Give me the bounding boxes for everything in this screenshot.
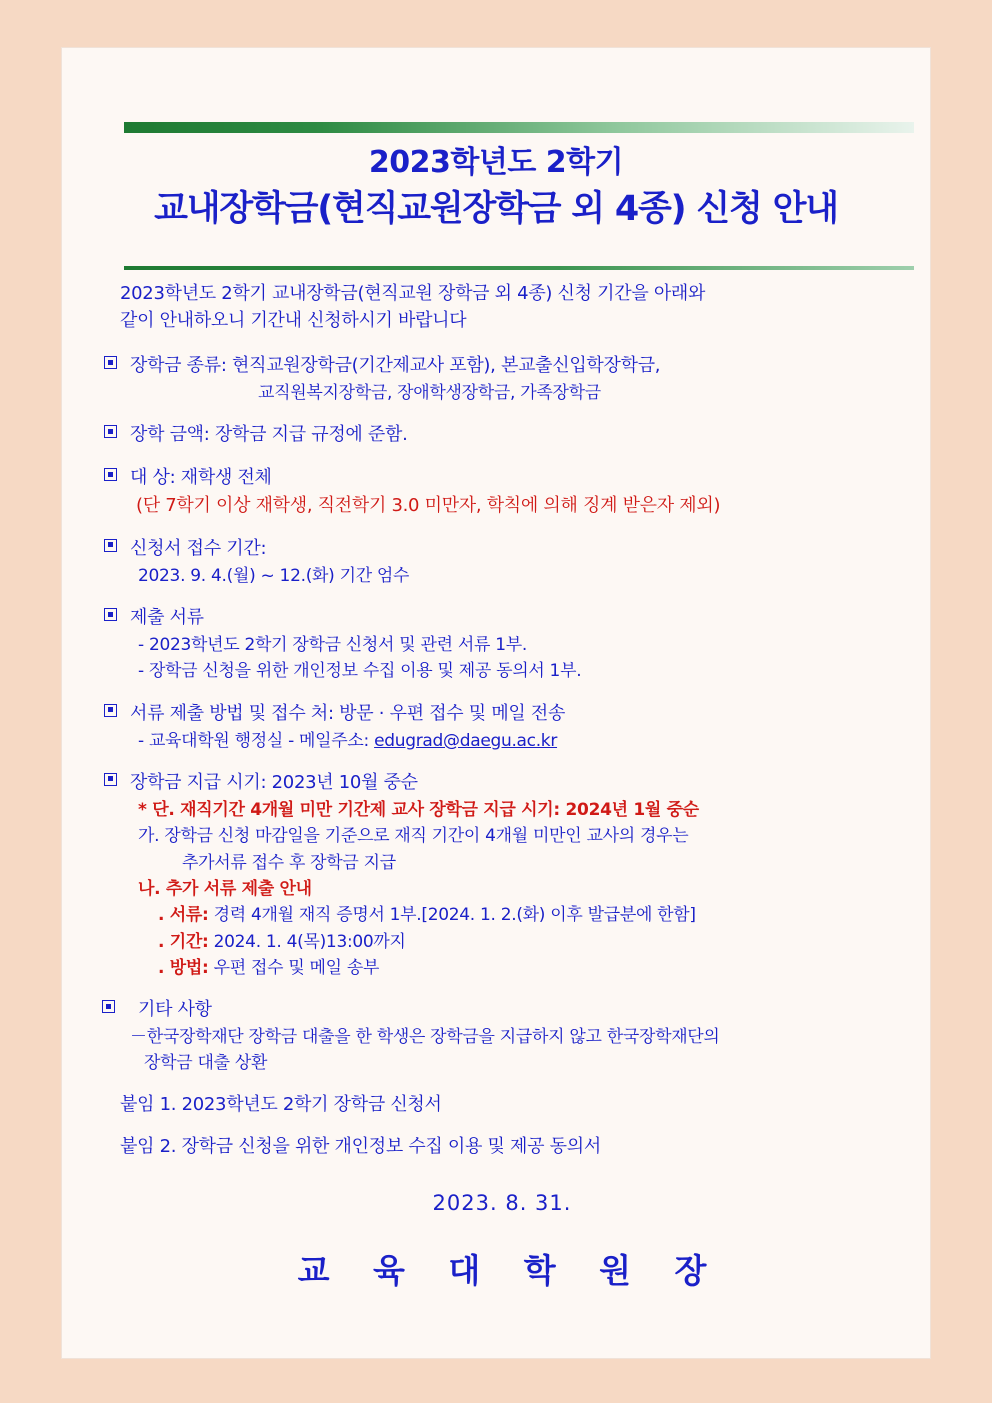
payment-red-note: * 단. 재직기간 4개월 미만 기간제 교사 장학금 지급 시기: 2024년 1월 중순 xyxy=(138,799,699,820)
square-bullet-icon xyxy=(104,539,117,552)
item-lead: 장학금 종류: 현직교원장학금(기간제교사 포함), 본교출신입학장학금, xyxy=(130,355,661,376)
list-item-amount xyxy=(130,421,912,449)
square-bullet-icon xyxy=(104,425,117,438)
list-item-payment-schedule xyxy=(130,769,912,981)
item-lead: 장학 금액: 장학금 지급 규정에 준함. xyxy=(130,424,408,446)
attachment-1: 붙임 1. 2023학년도 2학기 장학금 신청서 xyxy=(120,1093,442,1115)
page-title-line-2: 교내장학금(현직교원장학금 외 4종) 신청 안내 xyxy=(154,189,838,229)
item-sub-line-2: 장학금 대출 상환 xyxy=(144,1053,268,1074)
submission-office-text: - 교육대학원 행정실 - 메일주소: xyxy=(138,730,375,751)
item-note-exclusions: (단 7학기 이상 재학생, 직전학기 3.0 미만자, 학칙에 의해 징계 받은자 제외) xyxy=(136,495,721,517)
top-gradient-bar xyxy=(124,122,914,133)
item-lead: 장학금 지급 시기: 2023년 10월 중순 xyxy=(130,771,418,793)
square-bullet-icon xyxy=(104,773,117,786)
title-underline-bar xyxy=(124,266,914,270)
payment-na-item xyxy=(158,902,912,928)
square-bullet-icon xyxy=(104,608,117,621)
payment-na-label: 나. 추가 서류 제출 안내 xyxy=(138,878,312,899)
page-title-line-1: 2023학년도 2학기 xyxy=(368,145,624,180)
attachment-2: 붙임 2. 장학금 신청을 위한 개인정보 수집 이용 및 제공 동의서 xyxy=(120,1135,601,1157)
list-item-scholarship-types xyxy=(130,352,912,406)
item-lead: 대 상: 재학생 전체 xyxy=(130,467,272,489)
list-item-submission-method xyxy=(130,700,912,754)
list-item-application-period xyxy=(130,535,912,589)
item-sub-line: 2023. 9. 4.(월) ~ 12.(화) 기간 엄수 xyxy=(138,565,410,586)
payment-na-item xyxy=(158,929,912,955)
payment-ga-line-1: 가. 장학금 신청 마감일을 기준으로 재직 기간이 4개월 미만인 교사의 경우는 xyxy=(138,826,689,847)
item-lead: 기타 사항 xyxy=(138,999,212,1021)
list-item-other-notes xyxy=(130,996,912,1077)
square-bullet-icon xyxy=(104,704,117,717)
intro-line-2: 같이 안내하오니 기간내 신청하시기 바랍니다 xyxy=(120,310,467,331)
intro-line-1: 2023학년도 2학기 교내장학금(현직교원 장학금 외 4종) 신청 기간을 아래와 xyxy=(120,283,706,304)
intro-paragraph xyxy=(120,280,912,334)
item-continuation: 교직원복지장학금, 장애학생장학금, 가족장학금 xyxy=(258,382,601,403)
item-lead: 서류 제출 방법 및 접수 처: 방문 · 우편 접수 및 메일 전송 xyxy=(130,702,566,724)
square-bullet-icon xyxy=(102,1000,115,1013)
na-item-label: . 기간: xyxy=(158,931,209,952)
item-sub-line xyxy=(138,728,912,754)
title-block xyxy=(62,143,930,233)
na-item-label: . 방법: xyxy=(158,957,209,978)
document-inner xyxy=(62,48,930,1358)
item-sub-line-1: －한국장학재단 장학금 대출을 한 학생은 장학금을 지급하지 않고 한국장학재단의 xyxy=(130,1027,720,1048)
na-item-text: 경력 4개월 재직 증명서 1부.[2024. 1. 2.(화) 이후 발급분에 한함] xyxy=(208,905,696,926)
square-bullet-icon xyxy=(104,468,117,481)
item-sub-line-1: - 2023학년도 2학기 장학금 신청서 및 관련 서류 1부. xyxy=(138,635,527,656)
document-date: 2023. 8. 31. xyxy=(432,1190,572,1215)
item-sub-line-2: - 장학금 신청을 위한 개인정보 수집 이용 및 제공 동의서 1부. xyxy=(138,661,582,682)
list-item-required-documents xyxy=(130,604,912,685)
item-lead: 제출 서류 xyxy=(130,607,204,629)
list-item-target xyxy=(130,464,912,520)
na-item-label: . 서류: xyxy=(158,905,209,926)
item-lead: 신청서 접수 기간: xyxy=(130,537,267,559)
document-page xyxy=(62,48,930,1358)
payment-ga-line-2: 추가서류 접수 후 장학금 지급 xyxy=(182,852,396,873)
email-link[interactable]: edugrad@daegu.ac.kr xyxy=(374,730,558,751)
square-bullet-icon xyxy=(104,356,117,369)
payment-na-item xyxy=(158,955,912,981)
na-item-text: 2024. 1. 4(목)13:00까지 xyxy=(208,931,406,952)
document-body xyxy=(92,280,912,1296)
na-item-text: 우편 접수 및 메일 송부 xyxy=(208,957,380,978)
document-signer: 교 육 대 학 원 장 xyxy=(297,1251,723,1291)
